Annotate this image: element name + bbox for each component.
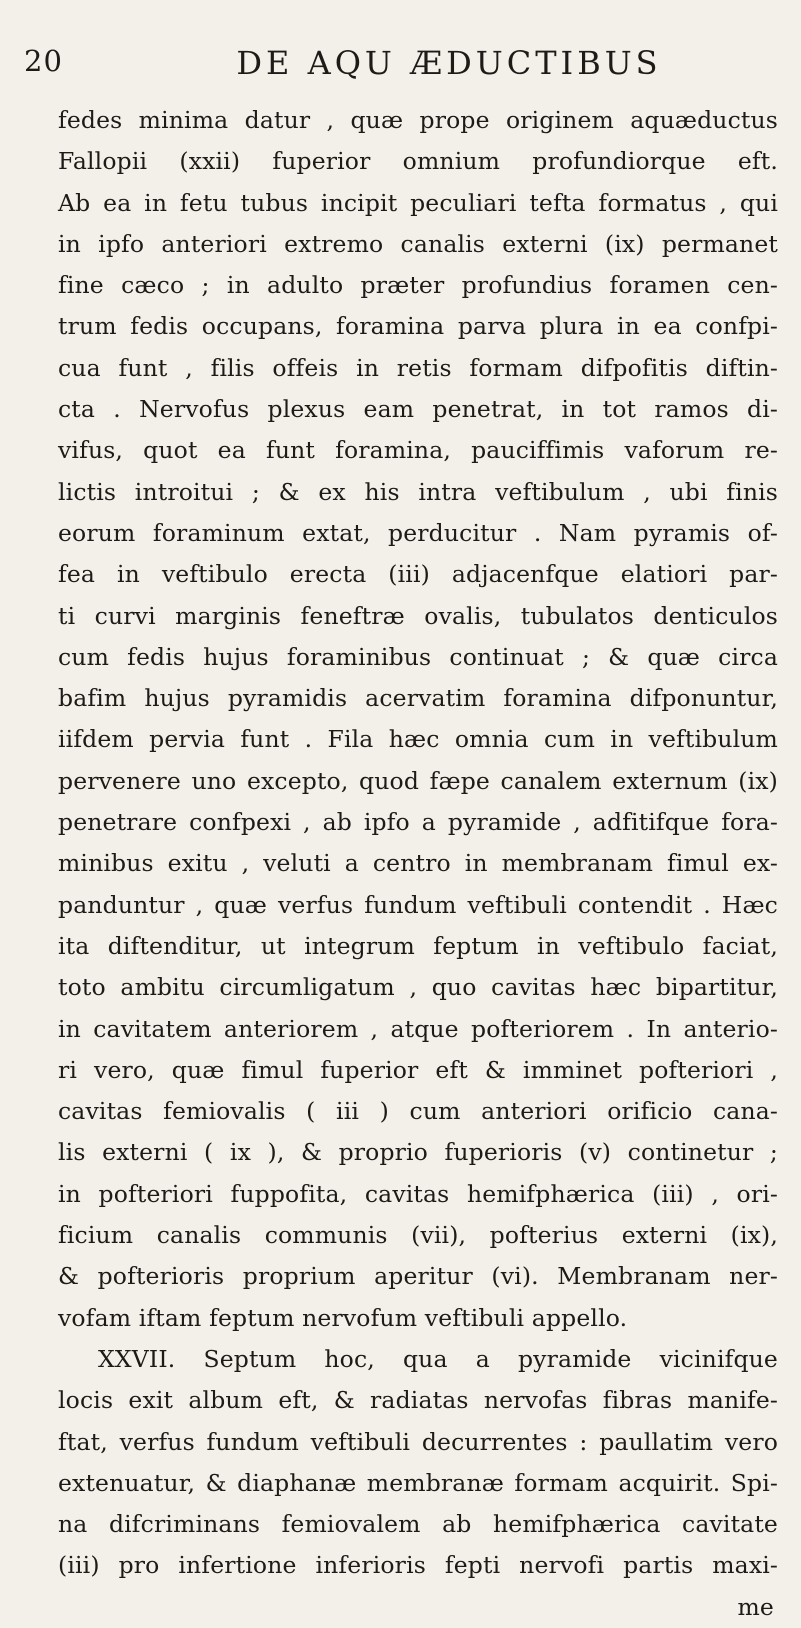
body-text [58,100,778,1628]
text-line: cum fedis hujus foraminibus continuat ; & quæ circa [58,642,778,671]
text-line: vofam iftam feptum nervofum veftibuli appello. [58,1303,628,1332]
text-line: ftat, verfus fundum veftibuli decurrentes : paullatim vero [58,1427,778,1456]
section-start-line: XXVII. Septum hoc, qua a pyramide vicinifque [98,1344,778,1373]
text-line: in cavitatem anteriorem , atque pofteriorem . In anterio- [58,1014,778,1043]
text-line: locis exit album eft, & radiatas nervofas fibras manife- [58,1386,778,1415]
text-line: in pofteriori fuppofita, cavitas hemifphærica (iii) , ori- [58,1179,778,1208]
text-line: ri vero, quæ fimul fuperior eft & imminet pofteriori , [58,1055,778,1084]
catchword: me [737,1592,774,1621]
text-line: cta . Nervofus plexus eam penetrat, in tot ramos di- [58,395,778,424]
text-line: iifdem pervia funt . Fila hæc omnia cum in veftibulum [58,725,778,754]
text-line: fine cæco ; in adulto præter profundius foramen cen- [58,271,778,300]
text-line: lictis introitui ; & ex his intra veftibulum , ubi finis [58,477,778,506]
text-line: in ipfo anteriori extremo canalis externi (ix) permanet [58,229,778,258]
text-line: cavitas femiovalis ( iii ) cum anteriori orificio cana- [58,1097,778,1126]
page-header [24,44,784,94]
text-line: Fallopii (xxii) fuperior omnium profundiorque eft. [58,147,778,176]
text-line: pervenere uno excepto, quod fæpe canalem externum (ix) [58,766,778,795]
text-line: bafim hujus pyramidis acervatim foramina difponuntur, [58,684,778,713]
page-number: 20 [24,44,63,78]
text-line: panduntur , quæ verfus fundum veftibuli contendit . Hæc [58,890,778,919]
text-line: & pofterioris proprium aperitur (vi). Membranam ner- [58,1262,778,1291]
text-line: minibus exitu , veluti a centro in membranam fimul ex- [58,849,778,878]
text-line: lis externi ( ix ), & proprio fuperioris (v) continetur ; [58,1138,778,1167]
text-line: ti curvi marginis feneftræ ovalis, tubulatos denticulos [58,601,778,630]
text-line: penetrare confpexi , ab ipfo a pyramide , adfitifque fora- [58,808,778,837]
running-title: DE AQU ÆDUCTIBUS [236,44,662,82]
text-line: ita diftenditur, ut integrum feptum in veftibulo faciat, [58,931,778,960]
text-line: trum fedis occupans, foramina parva plura in ea confpi- [58,312,778,341]
text-line: vifus, quot ea funt foramina, pauciffimis vaforum re- [58,436,778,465]
text-line: ficium canalis communis (vii), pofterius externi (ix), [58,1221,778,1250]
text-line: fedes minima datur , quæ prope originem aquæductus [58,106,778,134]
text-line: cua funt , filis offeis in retis formam difpofitis diftin- [58,353,778,382]
text-line: (iii) pro infertione inferioris fepti nervofi partis maxi- [58,1551,778,1580]
text-line: eorum foraminum extat, perducitur . Nam pyramis of- [58,518,778,547]
text-line: fea in veftibulo erecta (iii) adjacenfque elatiori par- [58,560,778,589]
text-line: extenuatur, & diaphanæ membranæ formam acquirit. Spi- [58,1468,778,1497]
text-line: Ab ea in fetu tubus incipit peculiari tefta formatus , qui [58,188,778,217]
text-line: na difcriminans femiovalem ab hemifphærica cavitate [58,1510,778,1539]
text-line: toto ambitu circumligatum , quo cavitas hæc bipartitur, [58,973,778,1002]
